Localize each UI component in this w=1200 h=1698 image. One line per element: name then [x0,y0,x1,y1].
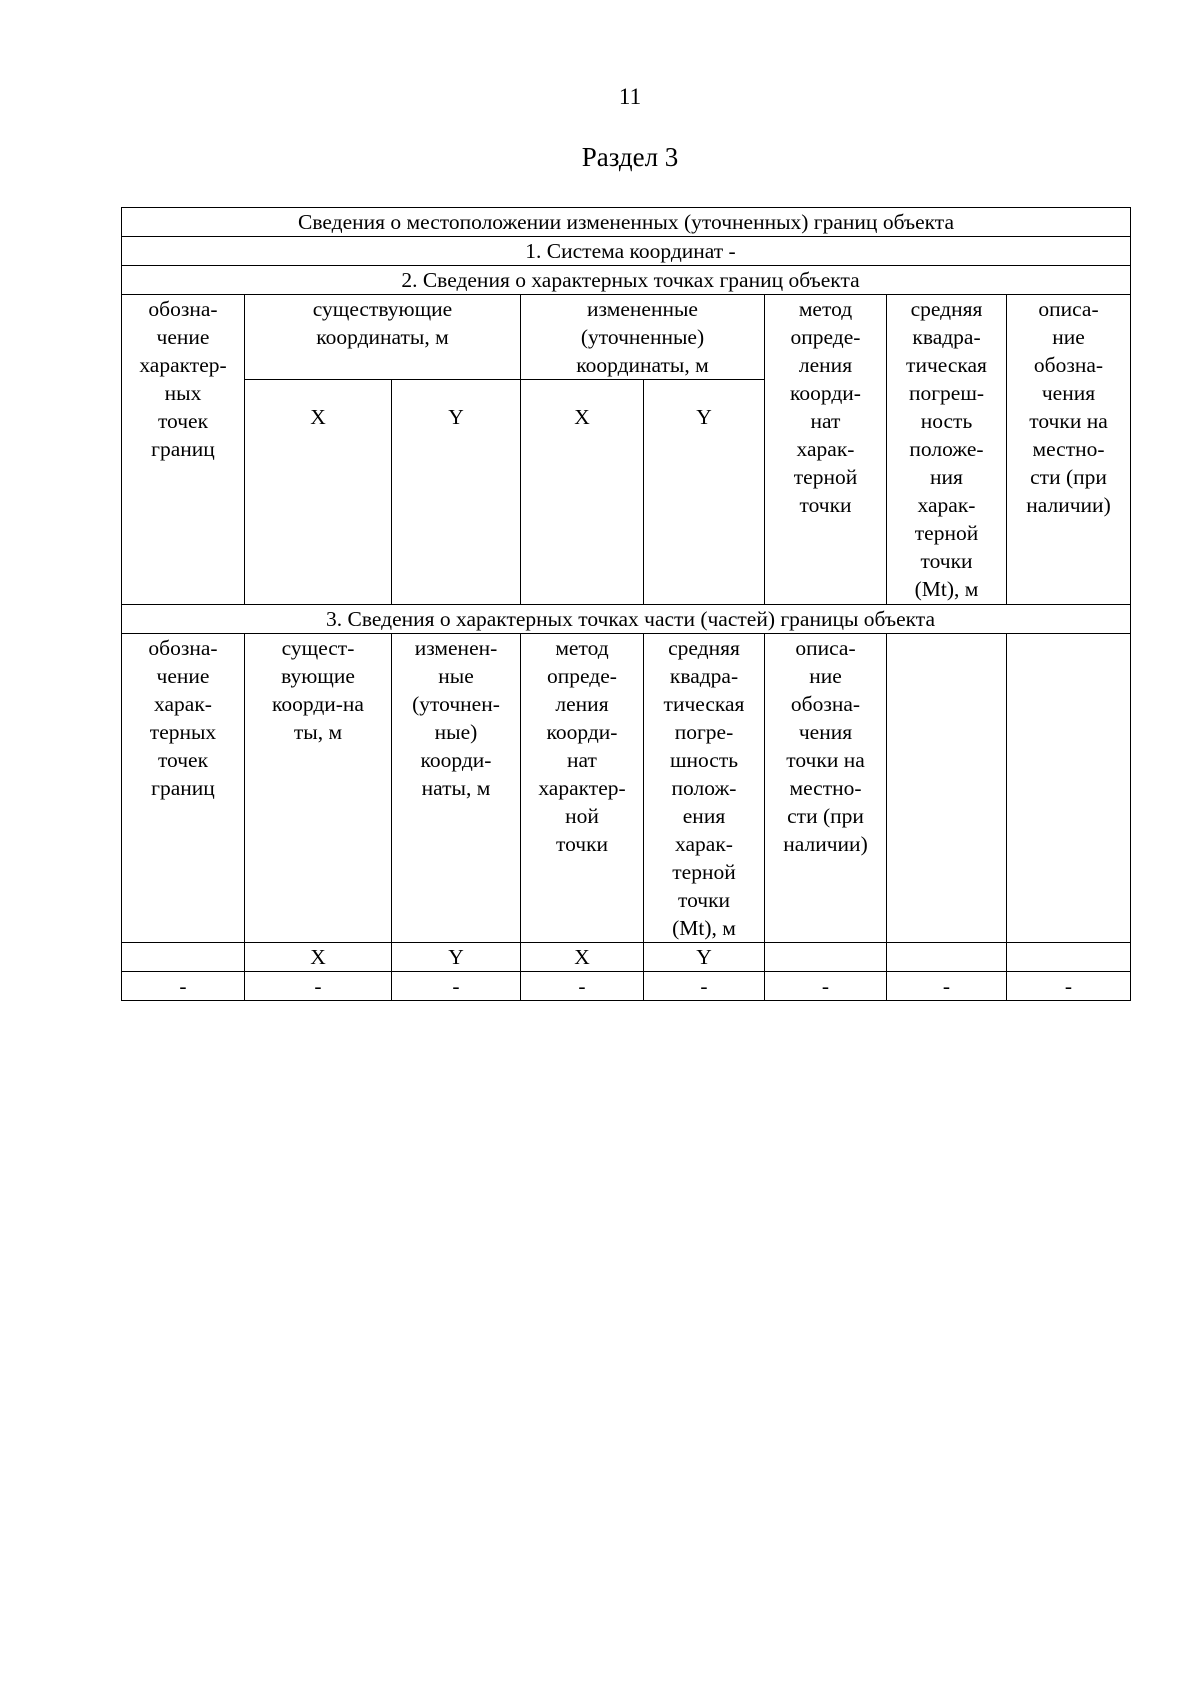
table-row-empty-value: - [1007,972,1131,1001]
sec2-error-header: средняя квадра- тическая погреш- ность положе- ния харак- терной точки (Mt), м [887,295,1007,605]
table-row-empty-value: - [765,972,887,1001]
sec3-coord-label-cell [765,943,887,972]
sec3-x-changed: X [521,943,644,972]
boundary-table [121,207,1131,1001]
page-number: 11 [618,84,642,109]
table-row-empty-value: - [122,972,245,1001]
sec2-existing-header: существующие координаты, м [245,295,521,380]
table-row-empty-value: - [644,972,765,1001]
sec2-designation-header: обозна- чение характер- ных точек границ [122,295,245,605]
section2-heading: 2. Сведения о характерных точках границ объекта [122,266,1131,295]
sec2-y-existing: Y [392,380,521,605]
sec3-designation-header: обозна- чение харак- терных точек границ [122,634,245,943]
sec2-changed-header: измененные (уточненные) координаты, м [521,295,765,380]
sec3-y-changed: Y [644,943,765,972]
sec2-x-changed: X [521,380,644,605]
sec2-description-header: описа- ние обозна- чения точки на местно- сти (при наличии) [1007,295,1131,605]
sec3-description-header: описа- ние обозна- чения точки на местно- сти (при наличии) [765,634,887,943]
table-title: Сведения о местоположении измененных (уточненных) границ объекта [122,208,1131,237]
sec2-x-existing: X [245,380,392,605]
table-row-empty-value: - [245,972,392,1001]
sec2-method-header: метод опреде- ления коорди- нат харак- терной точки [765,295,887,605]
coordinate-system-row: 1. Система координат - [122,237,1131,266]
sec3-x-existing: X [245,943,392,972]
sec3-coord-label-cell [122,943,245,972]
sec3-existing-header: сущест- вующие коорди-на ты, м [245,634,392,943]
sec3-coord-label-cell [887,943,1007,972]
section-title: Раздел 3 [581,142,679,172]
sec3-coord-label-cell [1007,943,1131,972]
sec3-changed-header: изменен- ные (уточнен- ные) коорди- наты, м [392,634,521,943]
sec2-y-changed: Y [644,380,765,605]
sec3-empty-cell [1007,634,1131,943]
table-row-empty-value: - [887,972,1007,1001]
sec3-error-header: средняя квадра- тическая погре- шность полож- ения харак- терной точки (Mt), м [644,634,765,943]
sec3-y-existing: Y [392,943,521,972]
sec3-method-header: метод опреде- ления коорди- нат характер- ной точки [521,634,644,943]
sec3-empty-cell [887,634,1007,943]
table-row-empty-value: - [392,972,521,1001]
section3-heading: 3. Сведения о характерных точках части (частей) границы объекта [122,605,1131,634]
table-row-empty-value: - [521,972,644,1001]
